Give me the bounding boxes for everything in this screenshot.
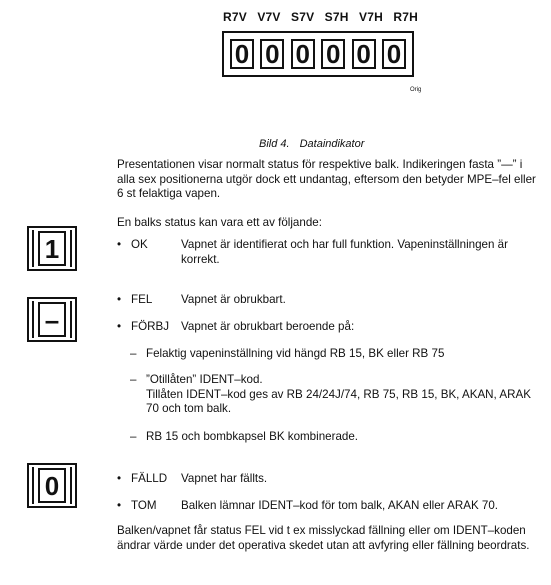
bullet-dot: •	[117, 238, 122, 251]
status-term: FÖRBJ	[131, 320, 170, 333]
digit-s7h: 0	[321, 39, 345, 69]
bullet-dot: •	[117, 472, 122, 485]
digit-r7h: 0	[382, 39, 406, 69]
intro-paragraph: Presentationen visar normalt status för respektive balk. Indikeringen fasta ”—” i alla sex positionerna utgör dock ett undantag, eftersom den betyder MPE–fel eller 6 st felaktiga vapen.	[117, 158, 536, 200]
label-s7v: S7V	[291, 10, 315, 24]
status-desc: Balken lämnar IDENT–kod för tom balk, AKAN eller ARAK 70.	[181, 499, 499, 512]
status-ok	[117, 238, 536, 267]
indicator-digit: 1	[38, 231, 66, 266]
closing-paragraph: Balken/vapnet får status FEL vid t ex misslyckad fällning eller om IDENT–koden ändrar värde under det operativa skedet utan att avfyring eller fällning beordrats.	[117, 524, 530, 552]
digit-r7v: 0	[230, 39, 254, 69]
status-desc: Vapnet är obrukbart beroende på:	[181, 320, 355, 333]
indicator-box-ok	[27, 226, 77, 271]
indicator-box-fel	[27, 297, 77, 342]
status-fel	[117, 293, 536, 308]
forbj-reason-1	[130, 347, 546, 362]
bullet-dot: •	[117, 320, 122, 333]
orig-note: Orig	[410, 87, 422, 93]
label-r7v: R7V	[223, 10, 247, 24]
bullet-dot: •	[117, 499, 122, 512]
status-term: OK	[131, 238, 148, 251]
dash-mark: –	[130, 430, 137, 443]
label-r7h: R7H	[393, 10, 418, 24]
digit-v7h: 0	[352, 39, 376, 69]
figure-caption	[259, 138, 364, 150]
data-indicator-display	[222, 31, 414, 77]
status-falld	[117, 472, 536, 487]
caption-title: Dataindikator	[299, 138, 365, 150]
status-term: FÄLLD	[131, 472, 168, 485]
reason-text: Felaktig vapeninställning vid hängd RB 15, BK eller RB 75	[146, 347, 445, 360]
dash-mark: –	[130, 347, 137, 360]
status-desc: Vapnet är identifierat och har full funktion. Vapeninställningen är korrekt.	[181, 238, 508, 266]
digit-v7v: 0	[260, 39, 284, 69]
digit-s7v: 0	[291, 39, 315, 69]
label-s7h: S7H	[324, 10, 349, 24]
reason-line-1: ”Otillåten” IDENT–kod.	[146, 373, 263, 386]
label-v7h: V7H	[359, 10, 383, 24]
status-desc: Vapnet har fällts.	[181, 472, 268, 485]
status-intro: En balks status kan vara ett av följande:	[117, 216, 322, 229]
status-desc: Vapnet är obrukbart.	[181, 293, 286, 306]
forbj-reason-2	[130, 373, 546, 417]
dash-mark: –	[130, 373, 137, 386]
indicator-digit: –	[38, 302, 66, 337]
caption-number: Bild 4.	[259, 138, 290, 150]
bullet-dot: •	[117, 293, 122, 306]
reason-text	[146, 373, 546, 417]
indicator-digit: 0	[38, 468, 66, 503]
status-tom	[117, 499, 551, 514]
status-forbj	[117, 320, 536, 335]
label-v7v: V7V	[257, 10, 281, 24]
status-term: TOM	[131, 499, 157, 512]
forbj-reason-3	[130, 430, 546, 445]
reason-line-2: Tillåten IDENT–kod ges av RB 24/24J/74, RB 75, RB 15, BK, AKAN, ARAK 70 och tom balk.	[146, 387, 531, 415]
indicator-box-falld	[27, 463, 77, 508]
indicator-labels	[223, 10, 418, 24]
status-term: FEL	[131, 293, 153, 306]
reason-text: RB 15 och bombkapsel BK kombinerade.	[146, 430, 359, 443]
